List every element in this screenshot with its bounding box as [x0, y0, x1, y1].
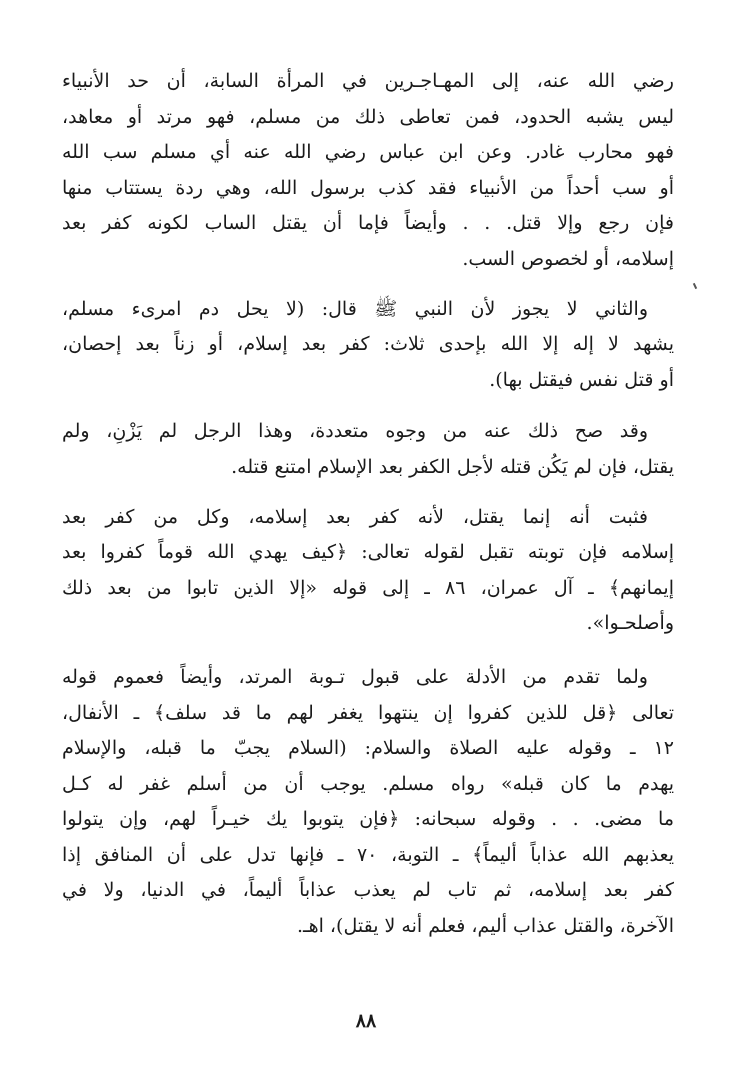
text-line: رضي الله عنه، إلى المهـاجـرين في المرأة السابة، أن حد الأنبياء: [62, 70, 674, 92]
text-line: فإن رجع وإلا قتل. . . وأيضاً فإما أن يقتل الساب لكونه كفر بعد: [62, 212, 674, 235]
text-line: وقد صح ذلك عنه من وجوه متعددة، وهذا الرجل لم يَزْنِ، ولم: [62, 420, 648, 443]
margin-mark: [693, 283, 697, 289]
text-line: يعذبهم الله عذاباً أليماً﴾ ـ التوبة، ٧٠ ـ فإنها تدل على أن المنافق إذا: [62, 843, 674, 866]
page-number: ٨٨: [355, 1010, 377, 1032]
text-line: فثبت أنه إنما يقتل، لأنه كفر بعد إسلامه، وكل من كفر بعد: [62, 505, 648, 528]
text-line: الآخرة، والقتل عذاب أليم، فعلم أنه لا يقتل)، اهـ.: [296, 915, 674, 938]
paragraph-1: [62, 64, 674, 278]
text-line: يشهد لا إله إلا الله بإحدى ثلاث: كفر بعد إسلام، أو زناً بعد إحصان،: [62, 333, 674, 356]
paragraph-3: [62, 414, 674, 485]
text-line: والثاني لا يجوز لأن النبي ﷺ قال: (لا يحل دم امرىء مسلم،: [62, 297, 648, 320]
text-line: يهدم ما كان قبله» رواه مسلم. يوجب أن من أسلم غفر له كـل: [62, 772, 674, 795]
text-line: أو قتل نفس فيقتل بها).: [489, 368, 674, 391]
text-line: إيمانهم﴾ ـ آل عمران، ٨٦ ـ إلى قوله «إلا الذين تابوا من بعد ذلك: [62, 576, 674, 599]
text-line: كفر بعد إسلامه، ثم تاب لم يعذب عذاباً أليماً، في الدنيا، ولا في: [62, 879, 674, 902]
page-body: [62, 64, 674, 945]
text-line: ولما تقدم من الأدلة على قبول تـوبة المرتد، وأيضاً فعموم قوله: [62, 665, 648, 688]
text-line: أو سب أحداً من الأنبياء فقد كذب برسول الله، وهي ردة يستتاب منها: [62, 176, 674, 199]
text-line: ما مضى. . . وقوله سبحانه: ﴿فإن يتوبوا يك خيـراً لهم، وإن يتولوا: [62, 808, 674, 831]
text-line: وأصلحـوا».: [586, 612, 674, 635]
text-line: فهو محارب غادر. وعن ابن عباس رضي الله عنه أي مسلم سب الله: [62, 141, 674, 164]
text-line: ١٢ ـ وقوله عليه الصلاة والسلام: (السلام يجبّ ما قبله، والإسلام: [62, 737, 674, 760]
paragraph-4: [62, 500, 674, 642]
text-line: إسلامه فإن توبته تقبل لقوله تعالى: ﴿كيف يهدي الله قوماً كفروا بعد: [62, 541, 674, 564]
paragraph-5: [62, 660, 674, 945]
text-line: تعالى ﴿قل للذين كفروا إن ينتهوا يغفر لهم ما قد سلف﴾ ـ الأنفال،: [62, 701, 674, 724]
paragraph-2: [62, 292, 674, 399]
text-line: ليس يشبه الحدود، فمن تعاطى ذلك من مسلم، فهو مرتد أو معاهد،: [62, 105, 674, 128]
text-line: إسلامه، أو لخصوص السب.: [462, 247, 674, 270]
text-line: يقتل، فإن لم يَكُن قتله لأجل الكفر بعد الإسلام امتنع قتله.: [231, 455, 674, 478]
